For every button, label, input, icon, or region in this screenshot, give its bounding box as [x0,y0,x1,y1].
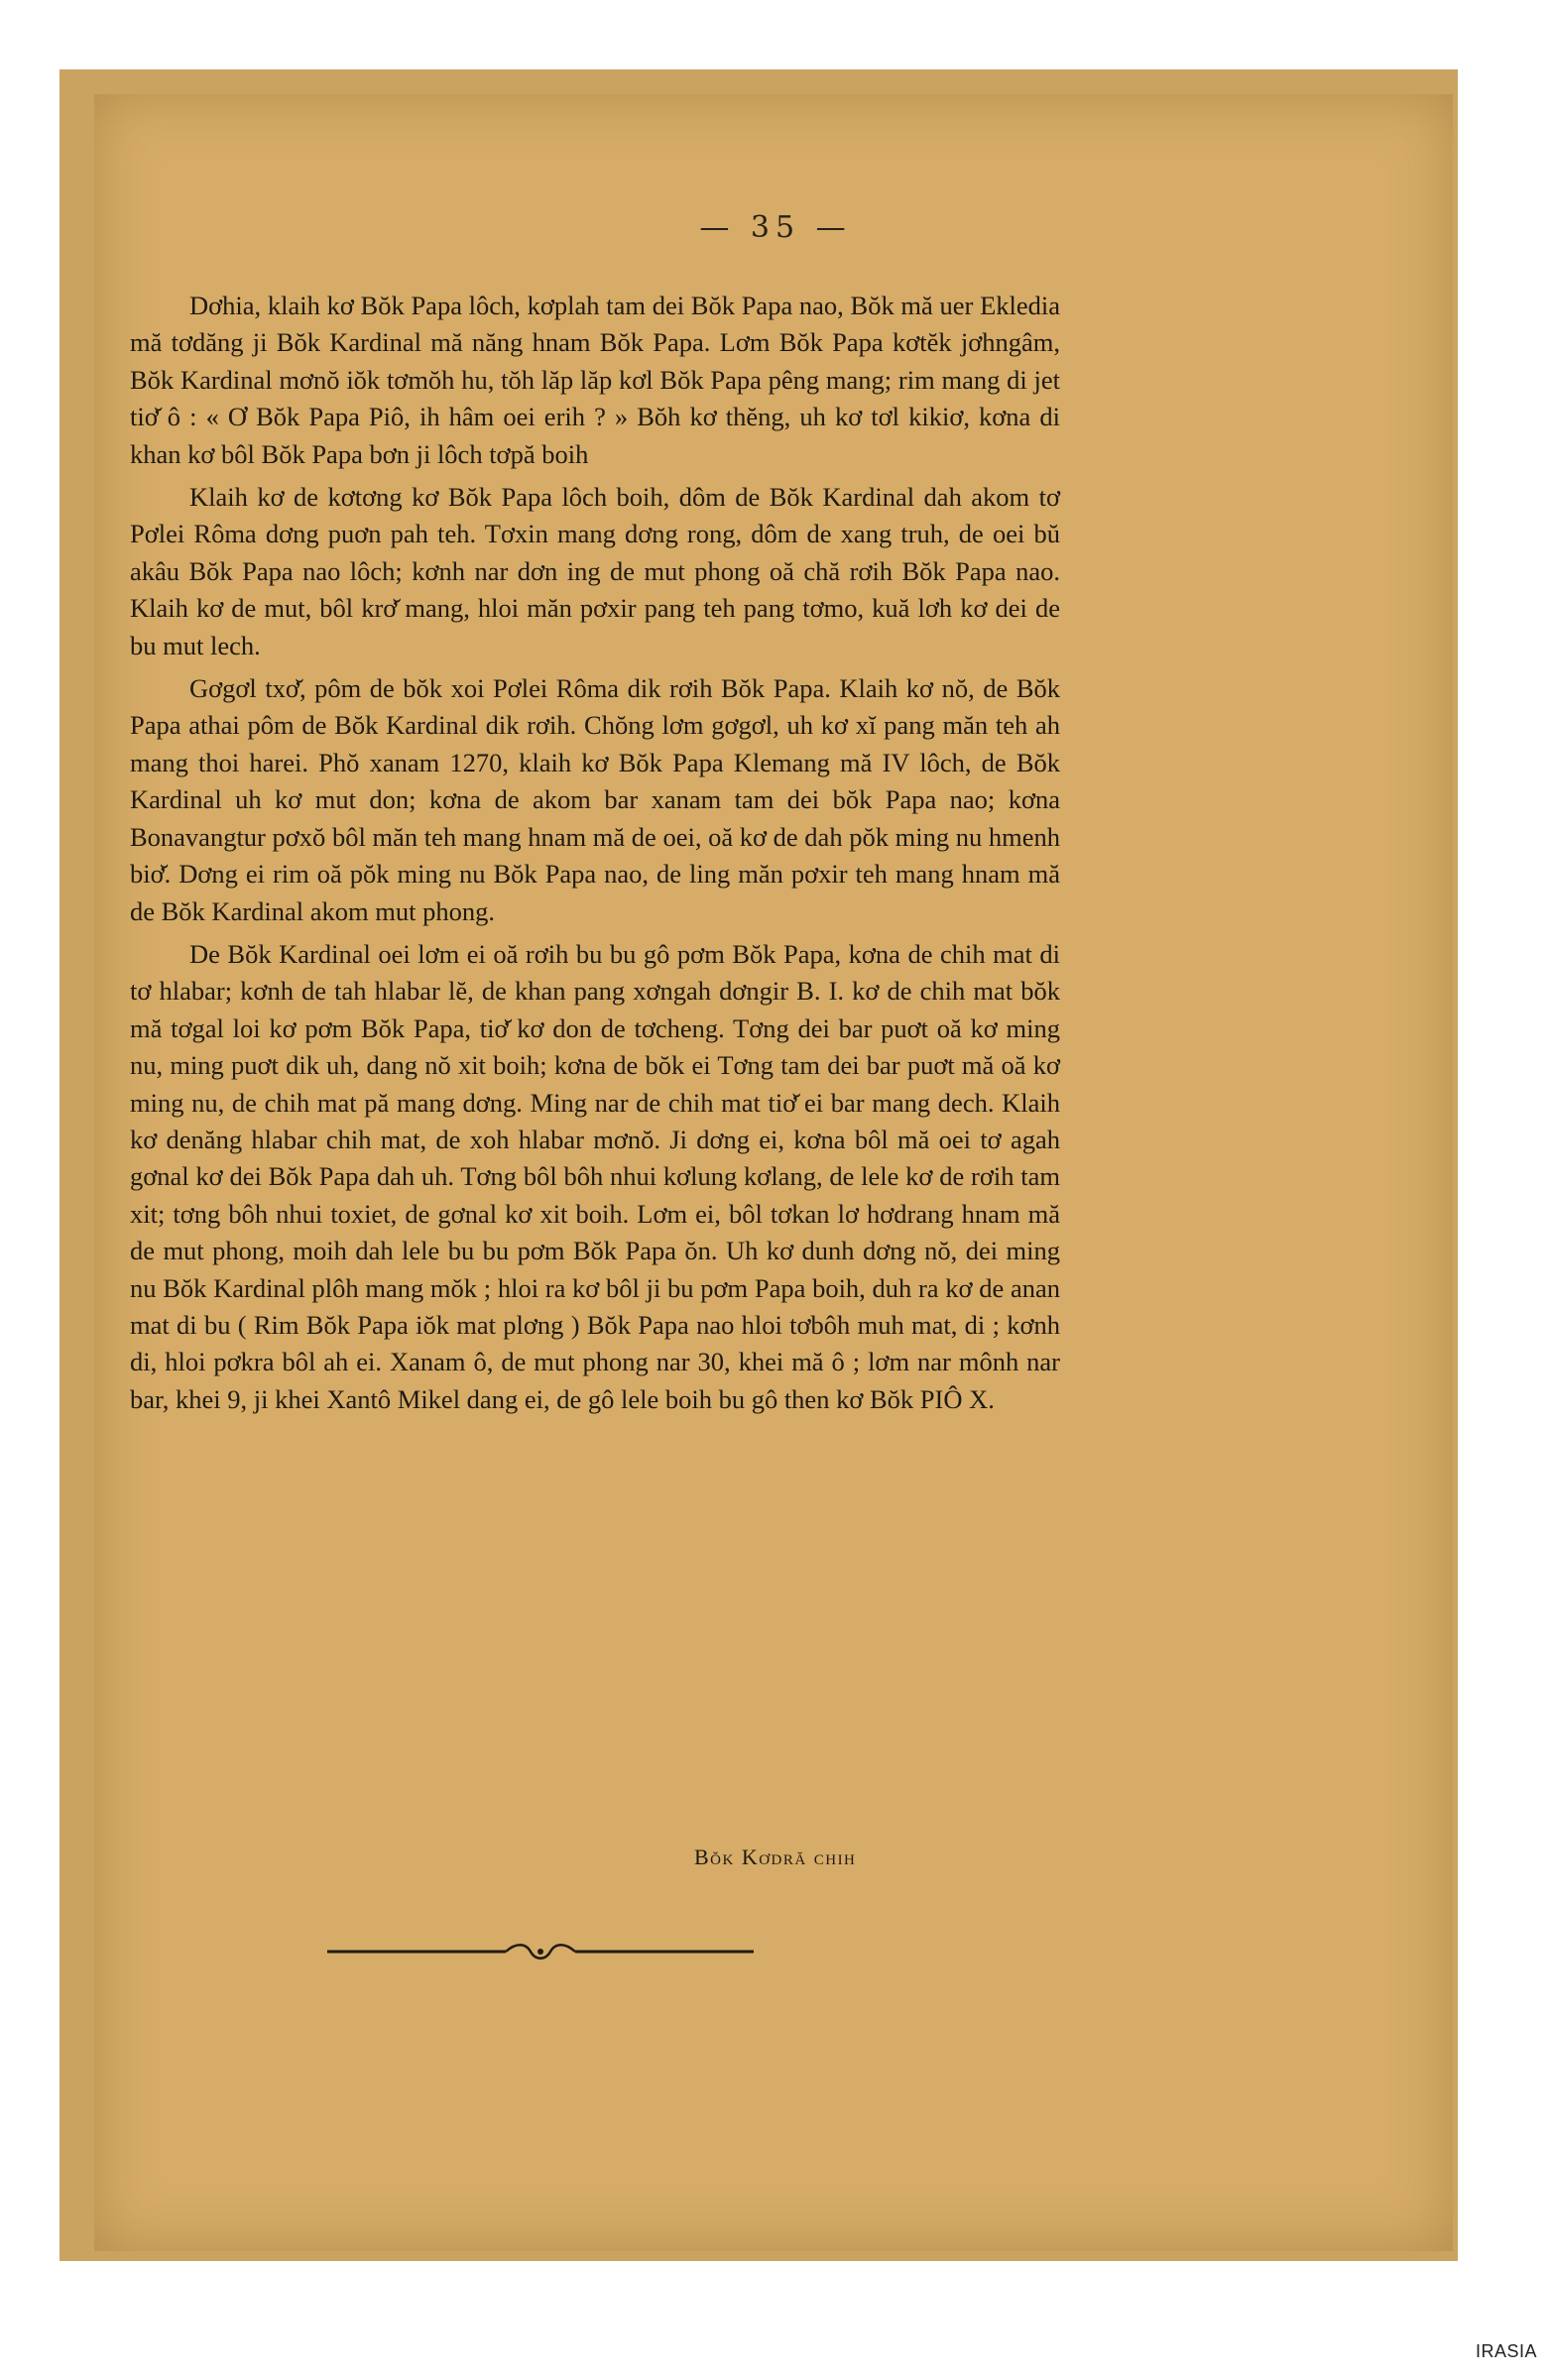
paragraph-4: De Bŏk Kardinal oei lơm ei oă rơih bu bu gô pơm Bŏk Papa, kơna de chih mat di tơ hlabar; kơnh de tah hlabar lĕ, de khan pang xơngah dơngir B. I. kơ de chih mat bŏk mă tơgal loi kơ pơm Bŏk Papa, tiơ̆ kơ don de tơcheng. Tơng dei bar puơt oă kơ ming nu, ming puơt dik uh, dang nŏ xit boih; kơna de bŏk ei Tơng tam dei bar puơt mă oă kơ ming nu, de chih mat pă mang dơng. Ming nar de chih mat tiơ̆ ei bar mang dech. Klaih kơ denăng hlabar chih mat, de xoh hlabar mơnŏ. Ji dơng ei, kơna bôl mă oei tơ agah gơnal kơ dei Bŏk Papa dah uh. Tơng bôl bôh nhui kơlung kơlang, de lele kơ de rơih tam xit; tơng bôh nhui toxiet, de gơnal kơ xit boih. Lơm ei, bôl tơkan lơ hơdrang hnam mă de mut phong, moih dah lele bu bu pơm Bŏk Papa ŏn. Uh kơ dunh dơng nŏ, dei ming nu Bŏk Kardinal plôh mang mŏk ; hloi ra kơ bôl ji bu pơm Papa boih, duh ra kơ de anan mat di bu ( Rim Bŏk Papa iŏk mat plơng ) Bŏk Papa nao hloi tơbôh muh mat, di ; kơnh di, hloi pơkra bôl ah ei. Xanam ô, de mut phong nar 30, khei mă ô ; lơm nar mônh nar bar, khei 9, ji khei Xantô Mikel dang ei, de gô lele boih bu gô then kơ Bŏk PIÔ X. [130,938,1060,1414]
paragraph-3: Gơgơl txơ̆, pôm de bŏk xoi Pơlei Rôma dik rơih Bŏk Papa. Klaih kơ nŏ, de Bŏk Papa athai pôm de Bŏk Kardinal dik rơih. Chŏng lơm gơgơl, uh kơ xĭ pang măn teh ah mang thoi harei. Phŏ xanam 1270, klaih kơ Bŏk Papa Klemang mă IV lôch, de Bŏk Kardinal uh kơ mut don; kơna de akom bar xanam tam dei bŏk Papa nao; kơna Bonavangtur pơxŏ bôl măn teh mang hnam mă de oei, oă kơ de dah pŏk ming nu hmenh biơ̆. Dơng ei rim oă pŏk ming nu Bŏk Papa nao, de ling măn pơxir teh mang hnam mă de Bŏk Kardinal akom mut phong. [130,673,1060,926]
paragraph-1: Dơhia, klaih kơ Bŏk Papa lôch, kơplah tam dei Bŏk Papa nao, Bŏk mă uer Ekledia mă tơdăng ji Bŏk Kardinal mă năng hnam Bŏk Papa. Lơm Bŏk Papa kơtĕk jơhngâm, Bŏk Kardinal mơnŏ iŏk tơmŏh hu, tŏh lăp lăp kơl Bŏk Papa pêng mang; rim mang di jet tiơ̆ ô : « Ơ Bŏk Papa Piô, ih hâm oei erih ? » Bŏh kơ thĕng, uh kơ tơl kikiơ, kơna di khan kơ bôl Bŏk Papa bơn ji lôch tơpă boih [130,291,1060,469]
body-text [130,288,1060,1424]
page-number: — 35 — [699,210,852,245]
ornament-divider-icon [327,1941,754,1963]
signature: Bŏk Kơdră chih [694,1844,857,1869]
watermark: IRASIA [1475,2341,1537,2361]
paragraph-2: Klaih kơ de kơtơng kơ Bŏk Papa lôch boih, dôm de Bŏk Kardinal dah akom tơ Pơlei Rôma dơng puơn pah teh. Tơxin mang dơng rong, dôm de xang truh, de oei bŭ akâu Bŏk Papa nao lôch; kơnh nar dơn ing de mut phong oă chă rơih Bŏk Papa nao. Klaih kơ de mut, bôl krơ̆ mang, hloi măn pơxir pang teh pang tơmo, kuă lơh kơ dei de bu mut lech. [130,482,1060,660]
